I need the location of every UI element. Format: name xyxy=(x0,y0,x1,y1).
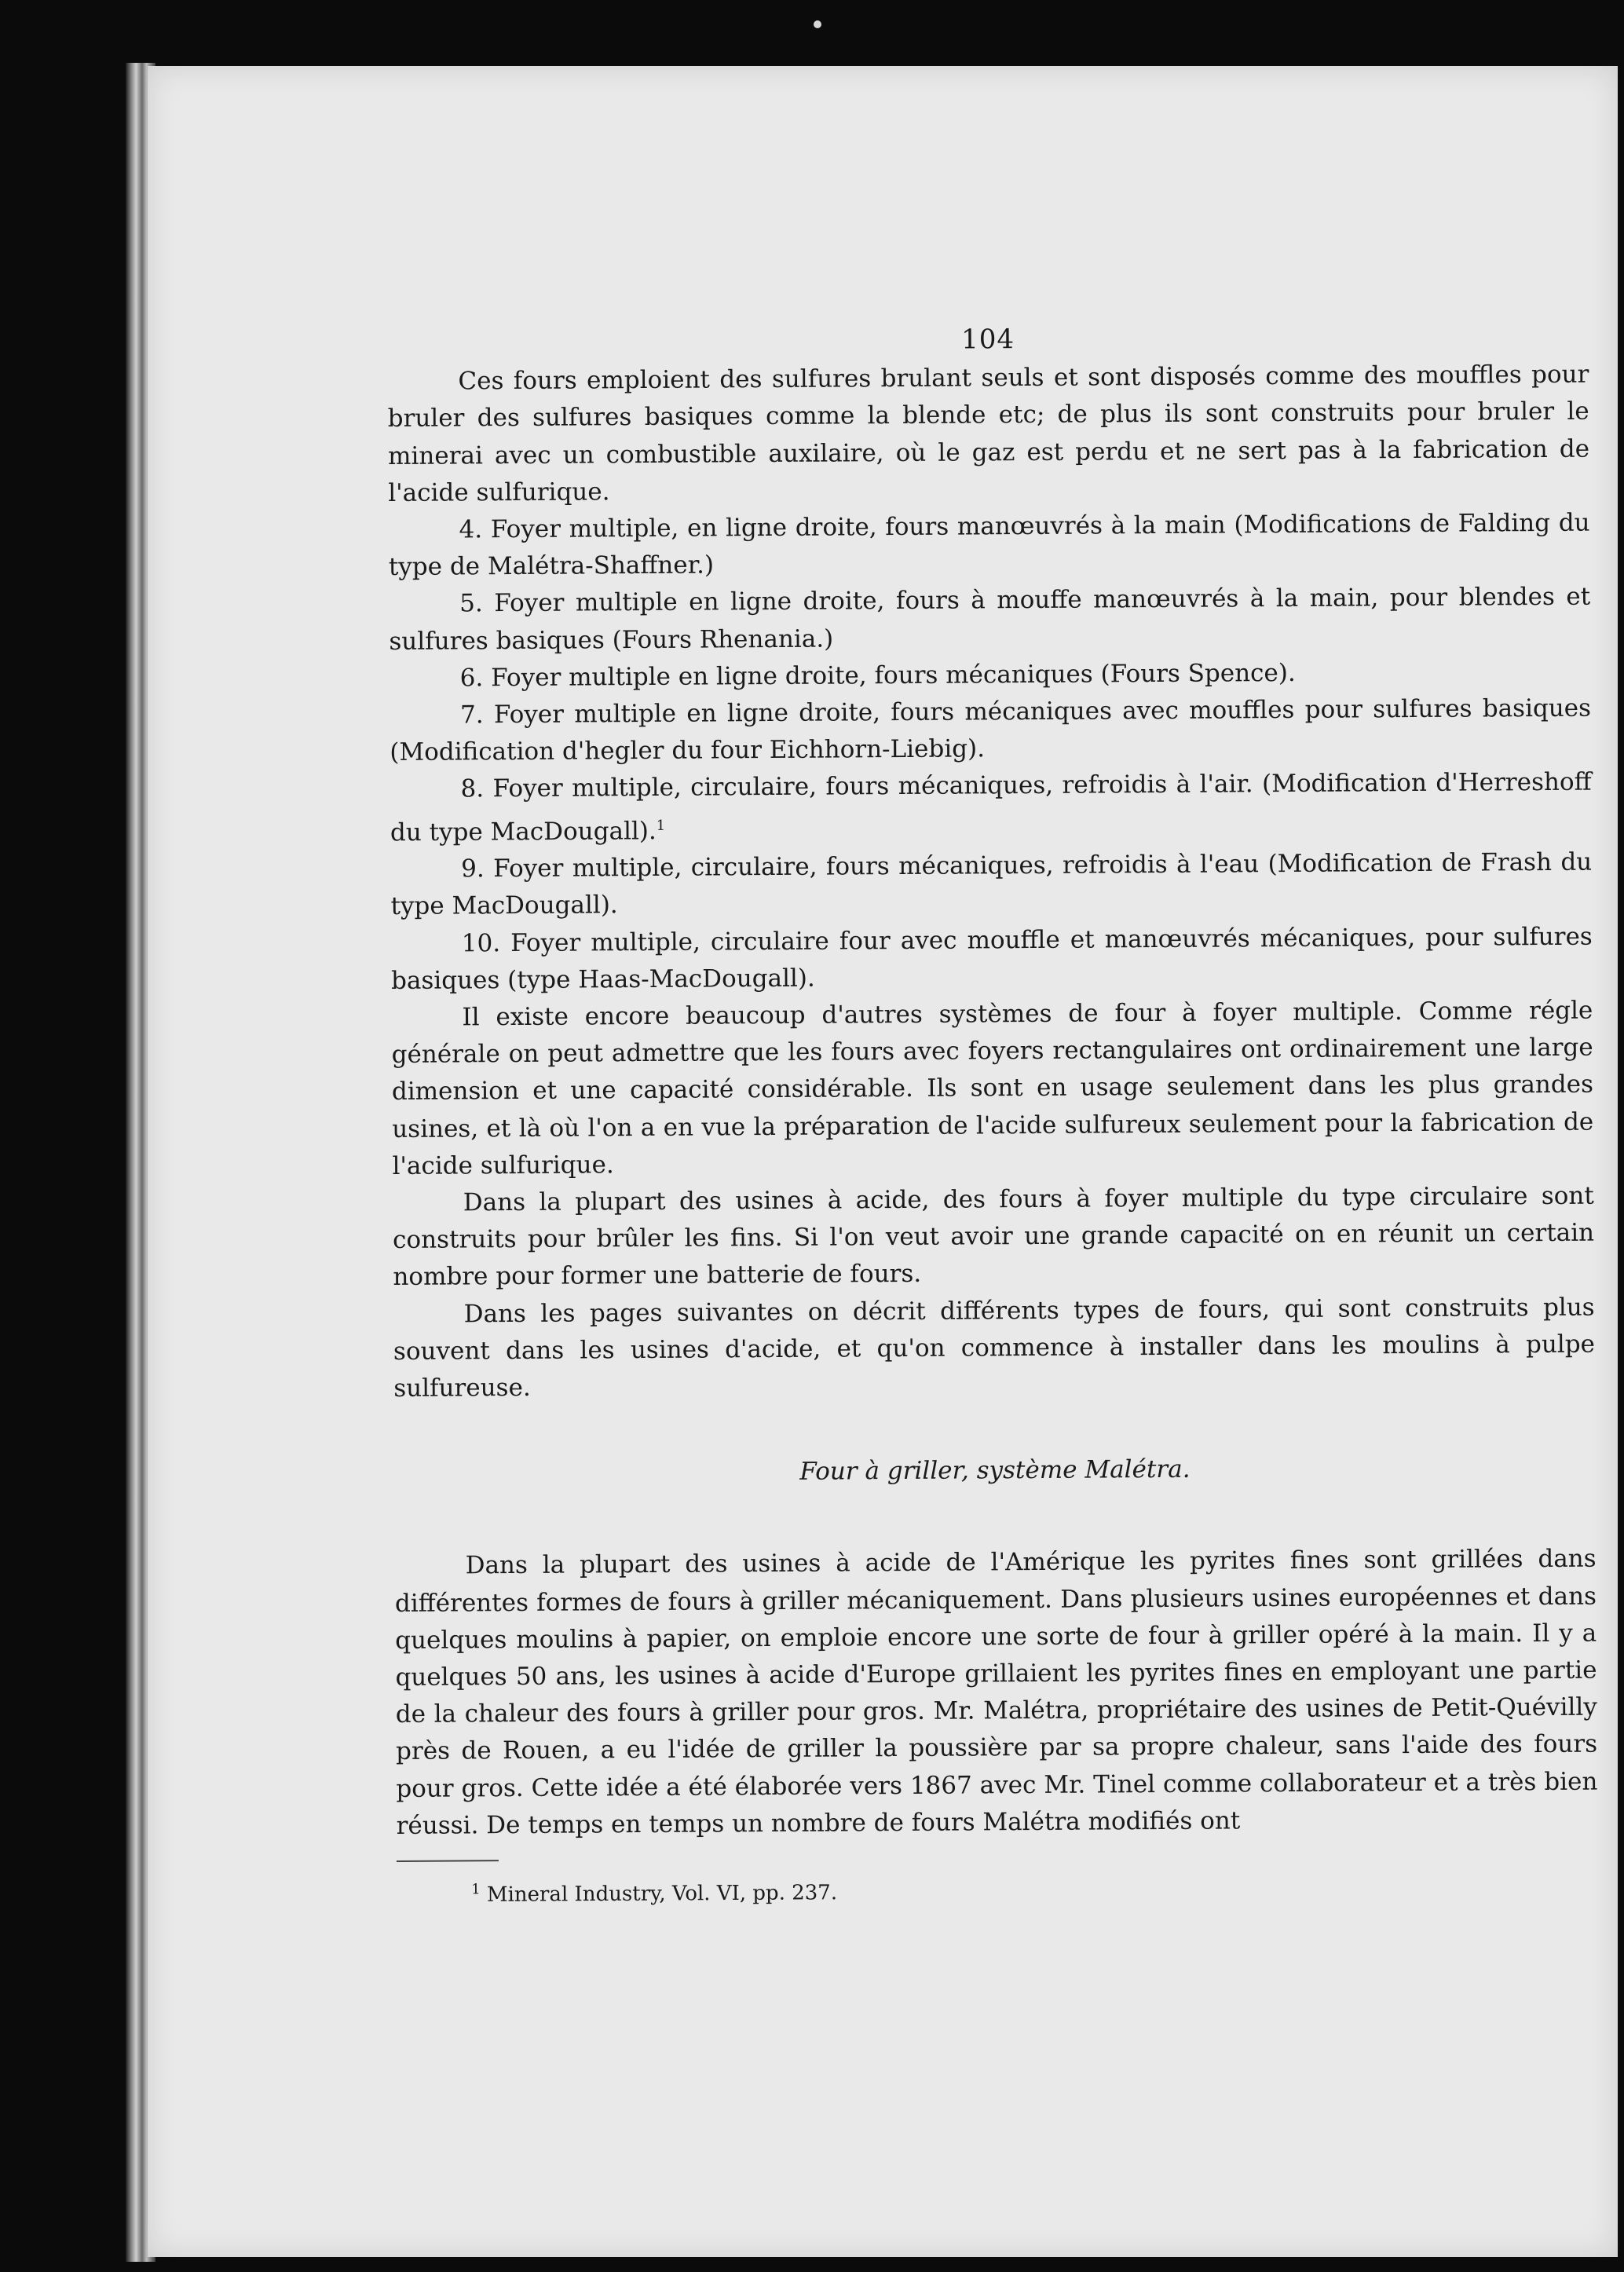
scan-artifact-dot xyxy=(814,20,821,28)
page-number: 104 xyxy=(961,324,1015,356)
page-text-block xyxy=(387,318,1598,1915)
footnote xyxy=(397,1864,1598,1915)
list-item-6: 6. Foyer multiple en ligne droite, fours mécaniques (Fours Spence). xyxy=(459,658,1296,693)
list-item-7: 7. Foyer multiple en ligne droite, fours mécaniques avec mouffles pour sulfures basiques (Modification d'hegler du four Eichhorn-Liebig). xyxy=(390,693,1592,767)
list-item-9: 9. Foyer multiple, circulaire, fours mécaniques, refroidis à l'eau (Modification de Frash du type MacDougall). xyxy=(390,847,1593,921)
footnote-reference: 1 xyxy=(656,817,666,834)
list-item-8-text: 8. Foyer multiple, circulaire, fours mécaniques, refroidis à l'air. (Modification d'Herreshoff du type MacDougall). xyxy=(390,768,1592,847)
paragraph-other-systems: Il existe encore beaucoup d'autres systèmes de four à foyer multiple. Comme régle générale on peut admettre que les fours avec foyers rectangulaires ont ordinairement une large dimension et une capacité considérable. Ils sont en usage seulement dans les plus grandes usines, et là où l'on a en vue la préparation de l'acide sulfureux seulement pour la fabrication de l'acide sulfurique. xyxy=(391,996,1594,1180)
paragraph-circular-type: Dans la plupart des usines à acide, des fours à foyer multiple du type circulaire sont construits pour brûler les fins. Si l'on veut avoir une grande capacité on en réunit un certain nombre pour former une batterie de fours. xyxy=(393,1181,1595,1292)
list-item-10: 10. Foyer multiple, circulaire four avec mouffle et manœuvrés mécaniques, pour sulfures basiques (type Haas-MacDougall). xyxy=(390,922,1593,995)
footnote-marker: 1 xyxy=(471,1881,481,1898)
document-page xyxy=(148,66,1618,2257)
section-heading: Four à griller, système Malétra. xyxy=(799,1455,1191,1487)
list-item-5: 5. Foyer multiple en ligne droite, fours à mouffe manœuvrés à la main, pour blendes et sulfures basiques (Fours Rhenania.) xyxy=(389,583,1591,656)
paragraph-following-pages: Dans les pages suivantes on décrit différents types de fours, qui sont construits plus souvent dans les usines d'acide, et qu'on commence à installer dans les moulins à pulpe sulfureuse. xyxy=(393,1293,1596,1403)
footnote-rule xyxy=(397,1860,499,1862)
paragraph-intro: Ces fours emploient des sulfures brulant seuls et sont disposés comme des mouffles pour bruler des sulfures basiques comme la blende etc; de plus ils sont construits pour bruler le minerai avec un combustible auxilaire, où le gaz est perdu et ne sert pas à la fabrication de l'acide sulfurique. xyxy=(387,360,1590,507)
footnote-text: Mineral Industry, Vol. VI, pp. 237. xyxy=(486,1881,838,1907)
list-item-8 xyxy=(390,764,1592,851)
list-item-4: 4. Foyer multiple, en ligne droite, fours manœuvrés à la main (Modifications de Falding du type de Malétra-Shaffner.) xyxy=(388,508,1590,582)
paragraph-maletra: Dans la plupart des usines à acide de l'Amérique les pyrites fines sont grillées dans différentes formes de fours à griller mécaniquement. Dans plusieurs usines européennes et dans quelques moulins à papier, on emploie encore une sorte de four à griller opéré à la main. Il y a quelques 50 ans, les usines à acide d'Europe grillaient les pyrites fines en employant une partie de la chaleur des fours à griller pour gros. Mr. Malétra, propriétaire des usines de Petit-Quévilly près de Rouen, a eu l'idée de griller la poussière par sa propre chaleur, sans l'aide des fours pour gros. Cette idée a été élaborée vers 1867 avec Mr. Tinel comme collaborateur et a très bien réussi. De temps en temps un nombre de fours Malétra modifiés ont xyxy=(394,1545,1598,1840)
